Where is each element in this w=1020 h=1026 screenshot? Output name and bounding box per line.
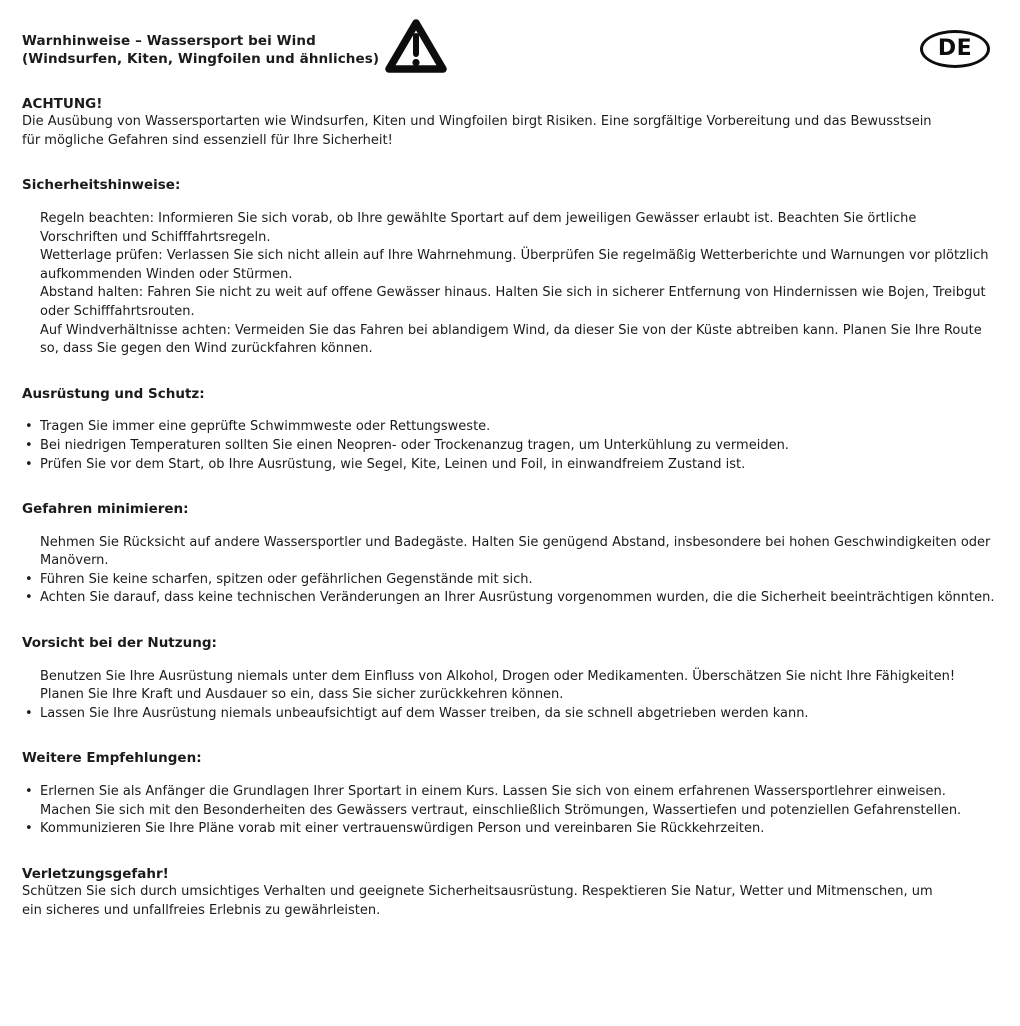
- section-heading: Weitere Empfehlungen:: [22, 750, 202, 767]
- document-section: [22, 176, 996, 358]
- section-items: [22, 418, 996, 474]
- list-item-text: Bei niedrigen Temperaturen sollten Sie einen Neopren- oder Trockenanzug tragen, um Unterkühlung zu vermeiden.: [40, 437, 789, 453]
- attention-heading: ACHTUNG!: [22, 95, 103, 112]
- list-item-text: Lassen Sie Ihre Ausrüstung niemals unbeaufsichtigt auf dem Wasser treiben, da sie schnell abgetrieben werden kann.: [40, 705, 809, 721]
- bullet-icon: •: [25, 784, 33, 800]
- list-item: [22, 534, 996, 571]
- bullet-spacer: [22, 534, 40, 571]
- bullet-icon: •: [25, 456, 33, 472]
- closing-body: Schützen Sie sich durch umsichtiges Verhalten und geeignete Sicherheitsausrüstung. Respektieren Sie Natur, Wetter und Mitmenschen, um ein sicheres und unfallfreies Erlebnis zu gewährleisten.: [22, 884, 933, 918]
- warning-triangle-icon: [385, 18, 447, 83]
- list-item-text: Auf Windverhältnisse achten: Vermeiden Sie das Fahren bei ablandigem Wind, da dieser Sie von der Küste abtreiben kann. Planen Sie Ihre Route so, dass Sie gegen den Wind zurückfahren können.: [40, 322, 982, 357]
- section-heading: Sicherheitshinweise:: [22, 177, 181, 194]
- section-items: [22, 783, 996, 839]
- bullet-icon: •: [25, 419, 33, 435]
- list-item: [22, 322, 996, 359]
- list-item-text: Wetterlage prüfen: Verlassen Sie sich nicht allein auf Ihre Wahrnehmung. Überprüfen Sie regelmäßig Wetterberichte und Warnungen vor plötzlich aufkommenden Winden oder Stürmen.: [40, 248, 989, 282]
- document-section: [22, 500, 996, 608]
- document-section: [22, 634, 996, 723]
- closing-heading: Verletzungsgefahr!: [22, 865, 169, 882]
- list-item: [22, 705, 996, 724]
- bullet-spacer: [22, 802, 40, 821]
- list-item: [22, 802, 996, 821]
- bullet-spacer: [22, 284, 40, 321]
- list-item: [22, 437, 996, 456]
- list-item: [22, 418, 996, 437]
- list-item-text: Führen Sie keine scharfen, spitzen oder gefährlichen Gegenstände mit sich.: [40, 571, 533, 587]
- list-item-text: Machen Sie sich mit den Besonderheiten des Gewässers vertraut, einschließlich Strömungen, Wassertiefen und potenziellen Gefahrenstellen.: [40, 802, 962, 818]
- bullet-icon: •: [25, 705, 33, 721]
- list-item: [22, 783, 996, 802]
- bullet-spacer: [22, 668, 40, 705]
- section-heading: Vorsicht bei der Nutzung:: [22, 635, 217, 652]
- list-item: [22, 589, 996, 608]
- list-item: [22, 456, 996, 475]
- sections-container: [22, 176, 996, 838]
- list-item: [22, 210, 996, 247]
- bullet-icon: •: [25, 437, 33, 453]
- section-items: [22, 668, 996, 724]
- bullet-spacer: [22, 322, 40, 359]
- bullet-icon: •: [25, 571, 33, 587]
- section-items: [22, 534, 996, 608]
- section-heading: Ausrüstung und Schutz:: [22, 385, 205, 402]
- document-section: [22, 385, 996, 474]
- document-header: [22, 16, 996, 83]
- attention-block: [22, 95, 996, 151]
- page-title-line1: Warnhinweise – Wassersport bei Wind: [22, 33, 316, 49]
- list-item: [22, 820, 996, 839]
- bullet-icon: •: [25, 590, 33, 606]
- language-badge: DE: [920, 30, 990, 68]
- list-item-text: Tragen Sie immer eine geprüfte Schwimmweste oder Rettungsweste.: [40, 419, 491, 435]
- list-item-text: Regeln beachten: Informieren Sie sich vorab, ob Ihre gewählte Sportart auf dem jeweiligen Gewässer erlaubt ist. Beachten Sie örtliche Vorschriften und Schifffahrtsregeln.: [40, 210, 917, 245]
- bullet-icon: •: [25, 821, 33, 837]
- bullet-spacer: [22, 247, 40, 284]
- list-item: [22, 247, 996, 284]
- list-item-text: Prüfen Sie vor dem Start, ob Ihre Ausrüstung, wie Segel, Kite, Leinen und Foil, in einwandfreiem Zustand ist.: [40, 456, 746, 472]
- section-items: [22, 210, 996, 359]
- list-item-text: Benutzen Sie Ihre Ausrüstung niemals unter dem Einfluss von Alkohol, Drogen oder Medikamenten. Überschätzen Sie nicht Ihre Fähigkeiten! Planen Sie Ihre Kraft und Ausdauer so ein, dass Sie sicher zurückkehren können.: [40, 668, 956, 703]
- closing-block: [22, 865, 996, 921]
- page-title-line2: (Windsurfen, Kiten, Wingfoilen und ähnliches): [22, 51, 380, 67]
- list-item: [22, 571, 996, 590]
- list-item-text: Nehmen Sie Rücksicht auf andere Wassersportler und Badegäste. Halten Sie genügend Abstand, insbesondere bei hohen Geschwindigkeiten oder Manövern.: [40, 534, 991, 569]
- page-title: [22, 16, 379, 68]
- list-item-text: Kommunizieren Sie Ihre Pläne vorab mit einer vertrauenswürdigen Person und vereinbaren Sie Rückkehrzeiten.: [40, 821, 765, 837]
- list-item-text: Achten Sie darauf, dass keine technischen Veränderungen an Ihrer Ausrüstung vorgenommen wurden, die die Sicherheit beeinträchtigen könnten.: [40, 590, 995, 606]
- list-item-text: Erlernen Sie als Anfänger die Grundlagen Ihrer Sportart in einem Kurs. Lassen Sie sich von einem erfahrenen Wassersportlehrer einweisen.: [40, 784, 946, 800]
- document-section: [22, 749, 996, 838]
- section-heading: Gefahren minimieren:: [22, 501, 189, 518]
- list-item-text: Abstand halten: Fahren Sie nicht zu weit auf offene Gewässer hinaus. Halten Sie sich in sicherer Entfernung von Hindernissen wie Bojen, Treibgut oder Schifffahrtsrouten.: [40, 285, 986, 319]
- list-item: [22, 284, 996, 321]
- list-item: [22, 668, 996, 705]
- bullet-spacer: [22, 210, 40, 247]
- attention-body: Die Ausübung von Wassersportarten wie Windsurfen, Kiten und Wingfoilen birgt Risiken. Eine sorgfältige Vorbereitung und das Bewusstsein für mögliche Gefahren sind essenziell für Ihre Sicherheit!: [22, 114, 932, 148]
